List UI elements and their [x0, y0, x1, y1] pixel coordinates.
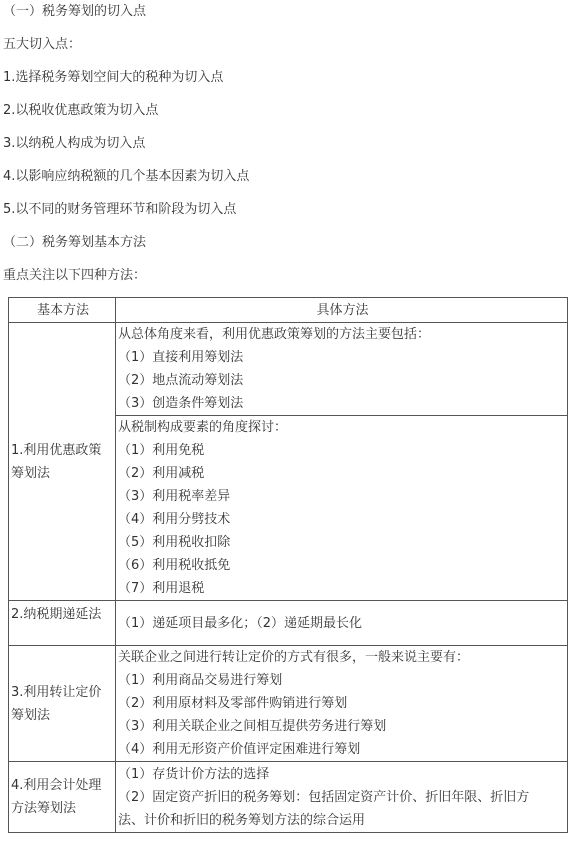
detail-cell-2 [116, 601, 568, 646]
list-item: （1）直接利用筹划法 [118, 350, 244, 365]
list-item: （3）利用税率差异 [118, 489, 231, 504]
method-1-line-a: 1.利用优惠政策 [11, 442, 102, 458]
focus-label: 重点关注以下四种方法： [3, 268, 147, 283]
table-header-row [9, 298, 568, 323]
list-item: （4）利用无形资产价值评定困难进行筹划 [118, 742, 361, 757]
detail-cell-1b [116, 416, 568, 601]
list-item: （1）存货计价方法的选择 [118, 766, 270, 782]
table-row [9, 323, 568, 416]
header-specific-method: 具体方法 [116, 298, 568, 323]
detail-intro: 从税制构成要素的角度探讨： [118, 420, 288, 435]
list-item: （6）利用税收抵免 [118, 558, 231, 573]
detail-intro: 关联企业之间进行转让定价的方式有很多，一般来说主要有： [118, 650, 470, 665]
section-heading-2: （二）税务筹划基本方法 [3, 235, 147, 250]
method-1-line-b: 筹划法 [11, 465, 51, 481]
point-2: 2.以税收优惠政策为切入点 [3, 103, 159, 118]
method-cell-2 [9, 601, 116, 646]
table-row [9, 601, 568, 646]
method-3-line-a: 3.利用转让定价 [11, 684, 102, 700]
list-item: （2）固定资产折旧的税务筹划：包括固定资产计价、折旧年限、折旧方 [118, 789, 530, 805]
method-cell-4 [9, 762, 116, 833]
list-item: （1）利用商品交易进行筹划 [118, 673, 283, 688]
point-4: 4.以影响应纳税额的几个基本因素为切入点 [3, 169, 250, 184]
method-3-line-b: 筹划法 [11, 707, 51, 723]
list-item: （7）利用退税 [118, 581, 205, 596]
table-row [9, 762, 568, 833]
five-points-label: 五大切入点： [3, 37, 82, 52]
point-3: 3.以纳税人构成为切入点 [3, 136, 146, 151]
list-item: （4）利用分劈技术 [118, 512, 231, 527]
header-basic-method: 基本方法 [9, 298, 116, 323]
method-cell-1 [9, 323, 116, 601]
list-item: （1）递延项目最多化；（2）递延期最长化 [118, 615, 363, 631]
method-4-line-b: 方法筹划法 [11, 801, 77, 816]
detail-cell-1a [116, 323, 568, 416]
list-item: （2）利用原材料及零部件购销进行筹划 [118, 696, 348, 711]
point-1: 1.选择税务筹划空间大的税种为切入点 [3, 70, 224, 85]
methods-table [8, 297, 568, 833]
detail-intro: 从总体角度来看，利用优惠政策筹划的方法主要包括： [118, 327, 431, 342]
list-item-continued: 法、计价和折旧的税务筹划方法的综合运用 [118, 812, 366, 828]
point-5: 5.以不同的财务管理环节和阶段为切入点 [3, 202, 237, 217]
section-heading-1: （一）税务筹划的切入点 [3, 4, 147, 19]
list-item: （2）地点流动筹划法 [118, 373, 244, 388]
detail-cell-3 [116, 646, 568, 762]
table-row [9, 646, 568, 762]
detail-cell-4 [116, 762, 568, 833]
list-item: （5）利用税收扣除 [118, 535, 231, 550]
method-2-line-a: 2.纳税期递延法 [11, 607, 102, 622]
list-item: （2）利用减税 [118, 466, 205, 481]
list-item: （3）利用关联企业之间相互提供劳务进行筹划 [118, 719, 387, 734]
method-cell-3 [9, 646, 116, 762]
method-4-line-a: 4.利用会计处理 [11, 778, 102, 793]
list-item: （1）利用免税 [118, 443, 205, 458]
list-item: （3）创造条件筹划法 [118, 396, 244, 411]
